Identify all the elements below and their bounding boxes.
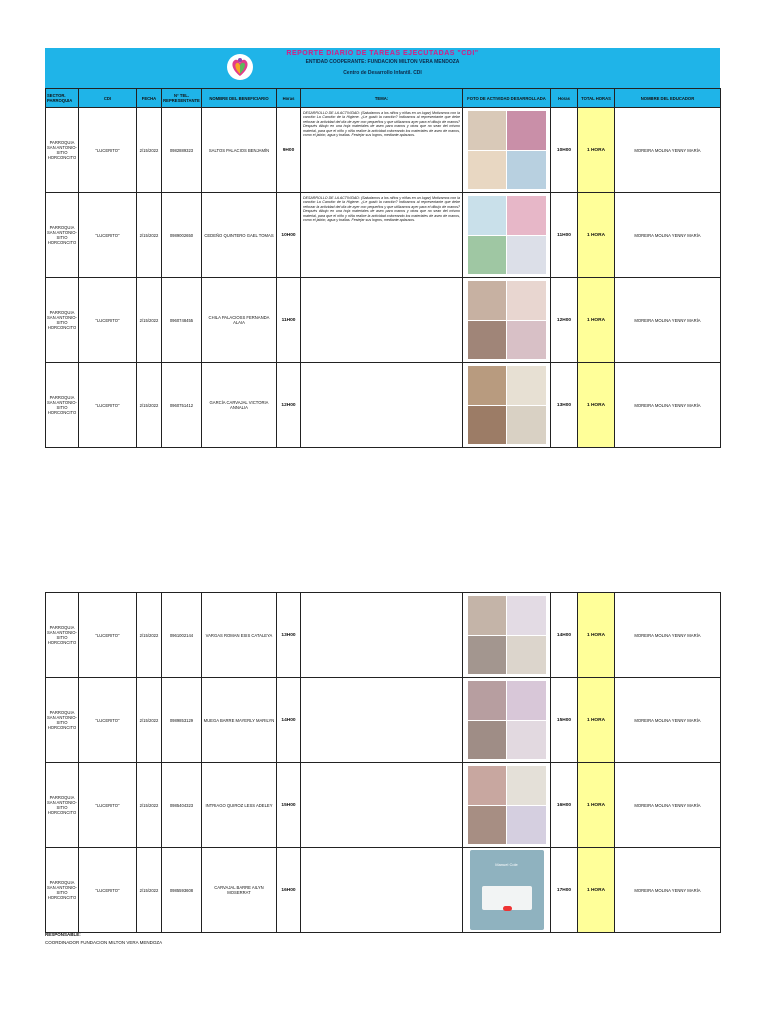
col-foto: FOTO DE ACTIVIDAD DESARROLLADA bbox=[463, 89, 551, 108]
total-cell: 1 HORA bbox=[578, 848, 615, 933]
call-screenshot bbox=[470, 850, 544, 930]
col-tema: TEMA: bbox=[301, 89, 463, 108]
tel-cell: 0985593608 bbox=[162, 848, 202, 933]
photo-tile bbox=[507, 766, 546, 805]
tema-cell bbox=[301, 848, 463, 933]
educador-cell: MOREIRA MOLINA YENNY MARÍA bbox=[615, 763, 721, 848]
col-horas2: Horas bbox=[551, 89, 578, 108]
total-cell: 1 HORA bbox=[578, 593, 615, 678]
tel-cell: 0960751412 bbox=[162, 363, 202, 448]
photo-tile bbox=[507, 281, 546, 320]
responsible-label: RESPONSABLE: bbox=[45, 932, 81, 937]
photo-tile bbox=[507, 321, 546, 360]
nombre-cell: SALTOS PALACIOS BENJAMÍN bbox=[202, 108, 277, 193]
col-total: TOTAL HORAS bbox=[578, 89, 615, 108]
report-banner bbox=[45, 48, 720, 88]
horas-cell: 9H00 bbox=[277, 108, 301, 193]
horas-cell: 11H00 bbox=[277, 278, 301, 363]
photo-tile bbox=[507, 366, 546, 405]
report-table-bottom bbox=[45, 592, 721, 933]
total-cell: 1 HORA bbox=[578, 278, 615, 363]
educador-cell: MOREIRA MOLINA YENNY MARÍA bbox=[615, 593, 721, 678]
table-row bbox=[46, 763, 721, 848]
table-row bbox=[46, 193, 721, 278]
cdi-cell: "LUCERITO" bbox=[79, 678, 137, 763]
tel-cell: 0985404323 bbox=[162, 763, 202, 848]
photo-cell bbox=[463, 108, 551, 193]
photo-tile bbox=[507, 596, 546, 635]
photo-tile bbox=[507, 196, 546, 235]
tel-cell: 0960748455 bbox=[162, 278, 202, 363]
total-cell: 1 HORA bbox=[578, 193, 615, 278]
tema-cell: DESARROLLO DE LA ACTIVIDAD: (Saludamos a los niños y niñas en un lugar) Motivamos con la canción La Canción de la Higiene. ¿Le gustó la canción? Indicamos al representante que debe reforzar la actividad del día de ayer con pequeños y que utilizamos ayer para el dibujo de manos? Después dibujo en una hoja materiales de aseo para manos y otras que no sean del mismo material, para que el niño y niña realice la actividad coloreando los materiales de aseo de manos, como el jabón, agua y toallas. Festejar sus logros, mediante aplausos. bbox=[301, 193, 463, 278]
photo-tile bbox=[507, 406, 546, 445]
photo-tile bbox=[468, 721, 507, 760]
photo-tile bbox=[468, 766, 507, 805]
cdi-cell: "LUCERITO" bbox=[79, 593, 137, 678]
tel-cell: 0989002650 bbox=[162, 193, 202, 278]
educador-cell: MOREIRA MOLINA YENNY MARÍA bbox=[615, 278, 721, 363]
fecha-cell: 2/15/2022 bbox=[137, 278, 162, 363]
total-cell: 1 HORA bbox=[578, 363, 615, 448]
col-sector: SECTOR. PARROQUIA bbox=[46, 89, 79, 108]
photo-tile bbox=[468, 636, 507, 675]
nombre-cell: CEDEÑO QUINTERO GAEL TOMAS bbox=[202, 193, 277, 278]
activity-photo bbox=[468, 366, 546, 444]
fecha-cell: 2/15/2022 bbox=[137, 193, 162, 278]
fecha-cell: 2/15/2022 bbox=[137, 108, 162, 193]
photo-tile bbox=[507, 236, 546, 275]
tema-cell bbox=[301, 363, 463, 448]
educador-cell: MOREIRA MOLINA YENNY MARÍA bbox=[615, 678, 721, 763]
report-title: REPORTE DIARIO DE TAREAS EJECUTADAS "CDI" bbox=[286, 50, 479, 57]
hangup-icon bbox=[503, 906, 512, 911]
tel-cell: 0961002144 bbox=[162, 593, 202, 678]
photo-tile bbox=[468, 151, 507, 190]
photo-cell bbox=[463, 193, 551, 278]
horas2-cell: 10H00 bbox=[551, 108, 578, 193]
photo-tile bbox=[468, 236, 507, 275]
nombre-cell: VARGAS ROMAN ESIS CATALEYA bbox=[202, 593, 277, 678]
educador-cell: MOREIRA MOLINA YENNY MARÍA bbox=[615, 848, 721, 933]
photo-cell bbox=[463, 363, 551, 448]
horas-cell: 10H00 bbox=[277, 193, 301, 278]
sector-cell: PARROQUIA SAN ANTONIO-SITIO HORCONCITO bbox=[46, 193, 79, 278]
photo-cell bbox=[463, 848, 551, 933]
table-row bbox=[46, 278, 721, 363]
col-fecha: FECHA bbox=[137, 89, 162, 108]
table-row bbox=[46, 108, 721, 193]
horas2-cell: 11H00 bbox=[551, 193, 578, 278]
table-row bbox=[46, 593, 721, 678]
horas-cell: 12H00 bbox=[277, 363, 301, 448]
photo-tile bbox=[507, 806, 546, 845]
photo-cell bbox=[463, 763, 551, 848]
cdi-cell: "LUCERITO" bbox=[79, 848, 137, 933]
cdi-cell: "LUCERITO" bbox=[79, 108, 137, 193]
nombre-cell: CHILA PALACIOSS FERNANDA ALAIA bbox=[202, 278, 277, 363]
header-row bbox=[46, 89, 721, 108]
horas-cell: 14H00 bbox=[277, 678, 301, 763]
total-cell: 1 HORA bbox=[578, 678, 615, 763]
photo-tile bbox=[468, 111, 507, 150]
tel-cell: 0989853129 bbox=[162, 678, 202, 763]
activity-photo bbox=[468, 281, 546, 359]
horas2-cell: 14H00 bbox=[551, 593, 578, 678]
responsible-role: COORDINADOR FUNDACION MILTON VERA MENDOZA bbox=[45, 940, 163, 945]
fecha-cell: 2/15/2022 bbox=[137, 593, 162, 678]
activity-photo bbox=[468, 596, 546, 674]
sector-cell: PARROQUIA SAN ANTONIO-SITIO HORCONCITO bbox=[46, 278, 79, 363]
activity-photo bbox=[468, 681, 546, 759]
educador-cell: MOREIRA MOLINA YENNY MARÍA bbox=[615, 363, 721, 448]
center-line: Centro de Desarrollo Infantil. CDI bbox=[343, 70, 422, 76]
tema-cell bbox=[301, 593, 463, 678]
col-tel: N° TEL. REPRESENTANTE bbox=[162, 89, 202, 108]
horas2-cell: 16H00 bbox=[551, 763, 578, 848]
nombre-cell: MUEGA BARRE MAYERLY MARILYN bbox=[202, 678, 277, 763]
sector-cell: PARROQUIA SAN ANTONIO-SITIO HORCONCITO bbox=[46, 763, 79, 848]
tema-cell: DESARROLLO DE LA ACTIVIDAD: (Saludamos a los niños y niñas en un lugar) Motivamos con la canción La Canción de la Higiene. ¿Le gustó la canción? Indicamos al representante que debe reforzar la actividad del día de ayer con pequeños y que utilizamos ayer para el dibujo de manos? Después dibujo en una hoja materiales de aseo para manos y otras que no sean del mismo material, para que el niño y niña realice la actividad coloreando los materiales de aseo de manos, como el jabón, agua y toallas. Festejar sus logros, mediante aplausos. bbox=[301, 108, 463, 193]
horas-cell: 13H00 bbox=[277, 593, 301, 678]
tema-cell bbox=[301, 278, 463, 363]
photo-tile bbox=[468, 321, 507, 360]
col-nombre: NOMBRE DEL BENEFICIARIO bbox=[202, 89, 277, 108]
photo-tile bbox=[507, 681, 546, 720]
photo-tile bbox=[468, 281, 507, 320]
cdi-cell: "LUCERITO" bbox=[79, 763, 137, 848]
photo-tile bbox=[468, 681, 507, 720]
photo-cell bbox=[463, 593, 551, 678]
sector-cell: PARROQUIA SAN ANTONIO-SITIO HORCONCITO bbox=[46, 678, 79, 763]
horas2-cell: 17H00 bbox=[551, 848, 578, 933]
photo-tile bbox=[468, 196, 507, 235]
activity-photo bbox=[468, 111, 546, 189]
sector-cell: PARROQUIA SAN ANTONIO-SITIO HORCONCITO bbox=[46, 108, 79, 193]
horas-cell: 16H00 bbox=[277, 848, 301, 933]
tel-cell: 0982889323 bbox=[162, 108, 202, 193]
call-contact-name: Manuel Cole bbox=[495, 862, 518, 867]
sector-cell: PARROQUIA SAN ANTONIO-SITIO HORCONCITO bbox=[46, 848, 79, 933]
fecha-cell: 2/15/2022 bbox=[137, 763, 162, 848]
photo-tile bbox=[507, 636, 546, 675]
horas-cell: 15H00 bbox=[277, 763, 301, 848]
col-horas: Horas bbox=[277, 89, 301, 108]
photo-tile bbox=[507, 111, 546, 150]
table-row bbox=[46, 678, 721, 763]
activity-photo bbox=[468, 196, 546, 274]
photo-cell bbox=[463, 278, 551, 363]
cdi-cell: "LUCERITO" bbox=[79, 363, 137, 448]
cdi-cell: "LUCERITO" bbox=[79, 193, 137, 278]
photo-tile bbox=[468, 806, 507, 845]
entity-line: ENTIDAD COOPERANTE: FUNDACION MILTON VERA MENDOZA bbox=[305, 59, 460, 65]
photo-tile bbox=[468, 596, 507, 635]
nombre-cell: GARCÍA CARVAJAL VICTORIA ANNALIA bbox=[202, 363, 277, 448]
fecha-cell: 2/15/2022 bbox=[137, 363, 162, 448]
horas2-cell: 13H00 bbox=[551, 363, 578, 448]
cdi-cell: "LUCERITO" bbox=[79, 278, 137, 363]
col-educador: NOMBRE DEL EDUCADOR bbox=[615, 89, 721, 108]
photo-cell bbox=[463, 678, 551, 763]
total-cell: 1 HORA bbox=[578, 108, 615, 193]
activity-photo bbox=[468, 766, 546, 844]
educador-cell: MOREIRA MOLINA YENNY MARÍA bbox=[615, 193, 721, 278]
fecha-cell: 2/15/2022 bbox=[137, 848, 162, 933]
photo-tile bbox=[468, 406, 507, 445]
sector-cell: PARROQUIA SAN ANTONIO-SITIO HORCONCITO bbox=[46, 363, 79, 448]
tema-cell bbox=[301, 678, 463, 763]
photo-tile bbox=[507, 151, 546, 190]
total-cell: 1 HORA bbox=[578, 763, 615, 848]
fecha-cell: 2/15/2022 bbox=[137, 678, 162, 763]
col-cdi: CDI bbox=[79, 89, 137, 108]
horas2-cell: 12H00 bbox=[551, 278, 578, 363]
table-row bbox=[46, 363, 721, 448]
photo-tile bbox=[468, 366, 507, 405]
nombre-cell: INTRIAGO QUIROZ LESS ADELEY bbox=[202, 763, 277, 848]
report-table-top bbox=[45, 88, 721, 448]
table-row bbox=[46, 848, 721, 933]
nombre-cell: CARVAJAL BARRE AILYN MOSERRAT bbox=[202, 848, 277, 933]
educador-cell: MOREIRA MOLINA YENNY MARÍA bbox=[615, 108, 721, 193]
horas2-cell: 15H00 bbox=[551, 678, 578, 763]
tema-cell bbox=[301, 763, 463, 848]
photo-tile bbox=[507, 721, 546, 760]
sector-cell: PARROQUIA SAN ANTONIO-SITIO HORCONCITO bbox=[46, 593, 79, 678]
